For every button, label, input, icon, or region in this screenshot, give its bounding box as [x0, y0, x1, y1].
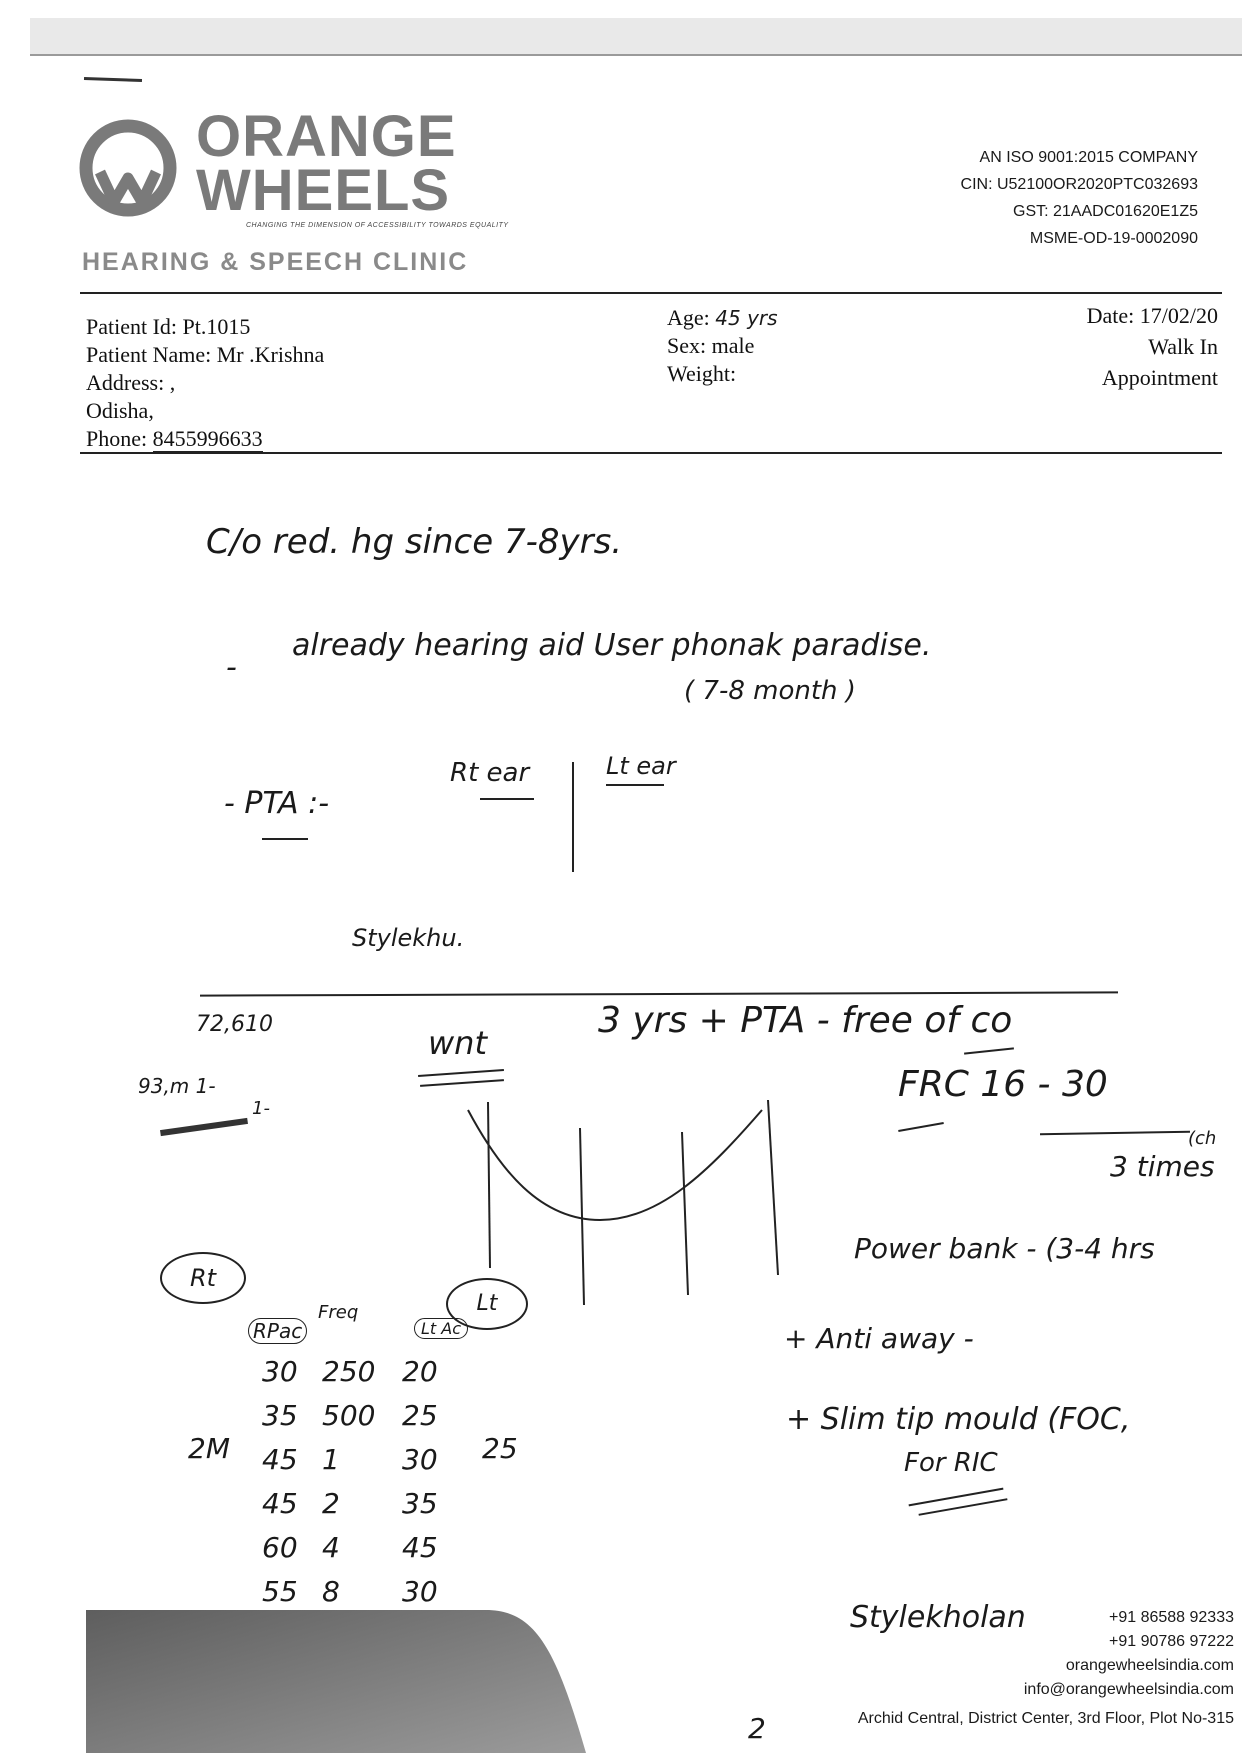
company-msme: MSME-OD-19-0002090: [1029, 230, 1198, 247]
patient-vitals: [667, 304, 778, 388]
patient-phone: [86, 425, 324, 453]
footer-swoosh: [86, 1610, 606, 1753]
lt-circle-label: Lt: [446, 1278, 528, 1330]
warranty-note: 3 yrs + PTA - free of co: [598, 1000, 1013, 1041]
freq-value: 8: [322, 1575, 340, 1608]
scribble-strike: [160, 1118, 248, 1136]
table-row: [262, 1570, 462, 1614]
free-underline: [964, 1047, 1014, 1054]
lt-value: 30: [402, 1575, 438, 1608]
company-info: [961, 144, 1198, 252]
table-row: [262, 1482, 462, 1526]
patient-address: Address: ,: [86, 370, 176, 395]
for-ric-note: For RIC: [904, 1448, 998, 1478]
patient-weight: Weight:: [667, 361, 737, 386]
patient-state: Odisha,: [86, 398, 154, 423]
scan-top-strip: [30, 18, 1242, 56]
freq-value: 250: [322, 1355, 376, 1388]
footer-email[interactable]: info@orangewheelsindia.com: [1023, 1681, 1234, 1698]
lt-value: 20: [402, 1355, 438, 1388]
age-value: 45 yrs: [715, 306, 778, 330]
pta-extra-value: 25: [482, 1432, 518, 1465]
lt-value: 45: [402, 1531, 438, 1564]
footer-phone-1: +91 86588 92333: [1108, 1609, 1234, 1626]
lt-value: 35: [402, 1487, 438, 1520]
wnt-underline-2: [420, 1079, 504, 1087]
phone-label: Phone:: [86, 426, 153, 451]
section-divider: [200, 991, 1118, 996]
lt-ear-header: Lt ear: [606, 752, 676, 780]
ch-note: (ch: [1188, 1128, 1217, 1149]
accessory-2: + Slim tip mould (FOC,: [786, 1402, 1131, 1437]
rt-circle-label: Rt: [160, 1252, 246, 1304]
mid-signature: Stylekhu.: [352, 924, 465, 952]
history-duration: ( 7-8 month ): [684, 676, 856, 706]
brand-name-line2: WHEELS: [196, 158, 451, 223]
company-iso: AN ISO 9001:2015 COMPANY: [979, 149, 1198, 166]
history-dash: -: [226, 650, 237, 685]
age-label: Age:: [667, 305, 710, 330]
wnt-underline-1: [418, 1069, 504, 1077]
frc-underline: [898, 1122, 944, 1132]
three-times-note: 3 times: [1110, 1150, 1215, 1183]
page-mark: 2: [748, 1712, 766, 1745]
note-number-1: 72,610: [196, 1012, 273, 1037]
footer-address: Archid Central, District Center, 3rd Floor, Plot No-315: [857, 1710, 1234, 1727]
lt-ear-underline: [606, 784, 664, 786]
phone-value: 8455996633: [152, 426, 263, 451]
rt-value: 55: [262, 1575, 298, 1608]
patient-sex: Sex: male: [667, 333, 755, 358]
freq-value: 1: [322, 1443, 340, 1476]
freq-value: 2: [322, 1487, 340, 1520]
freq-value: 500: [322, 1399, 376, 1432]
frc-line: [1040, 1131, 1190, 1136]
brand-tagline: CHANGING THE DIMENSION OF ACCESSIBILITY TOWARDS EQUALITY: [246, 222, 509, 229]
note-number-3: 1-: [252, 1098, 270, 1119]
patient-id: Patient Id: Pt.1015: [86, 314, 251, 339]
table-row: [262, 1438, 462, 1482]
pta-2m-note: 2M: [188, 1432, 230, 1465]
footer-phone-2: +91 90786 97222: [1108, 1633, 1234, 1650]
footer-signature: Stylekholan: [850, 1600, 1026, 1635]
footer-website[interactable]: orangewheelsindia.com: [1065, 1657, 1234, 1674]
rt-value: 30: [262, 1355, 298, 1388]
lt-ac-header: Lt Ac: [414, 1318, 468, 1339]
rt-value: 35: [262, 1399, 298, 1432]
company-cin: CIN: U52100OR2020PTC032693: [960, 176, 1198, 193]
lt-value: 25: [402, 1399, 438, 1432]
wnt-label: wnt: [428, 1024, 487, 1062]
pta-table: [262, 1350, 462, 1614]
visit-details: [1087, 300, 1218, 393]
for-ric-underline-1: [909, 1488, 1004, 1507]
scan-top-mark: [84, 77, 142, 82]
hearing-aid-history: already hearing aid User phonak paradise.: [292, 628, 932, 663]
brand-logo-icon: [78, 118, 178, 218]
freq-header: Freq: [318, 1302, 359, 1323]
rt-value: 45: [262, 1487, 298, 1520]
rt-value: 60: [262, 1531, 298, 1564]
visit-appointment: Appointment: [1101, 365, 1218, 390]
power-bank-note: Power bank - (3-4 hrs: [854, 1232, 1155, 1265]
rt-ear-underline: [480, 798, 534, 800]
patient-details: [86, 313, 324, 453]
chief-complaint: C/o red. hg since 7-8yrs.: [206, 522, 623, 562]
table-row: [262, 1394, 462, 1438]
patient-age: [667, 304, 778, 332]
company-gst: GST: 21AADC01620E1Z5: [1013, 203, 1198, 220]
ear-divider: [572, 762, 574, 872]
accessory-1: + Anti away -: [784, 1322, 974, 1355]
clinic-subtitle: HEARING & SPEECH CLINIC: [82, 248, 469, 276]
frc-range: FRC 16 - 30: [898, 1064, 1108, 1105]
freq-value: 4: [322, 1531, 340, 1564]
footer-contact: [1024, 1606, 1234, 1702]
header-rule-top: [80, 292, 1222, 294]
rp-ac-header: RPac: [248, 1318, 307, 1344]
rt-value: 45: [262, 1443, 298, 1476]
note-number-2: 93,m 1-: [138, 1074, 216, 1098]
table-row: [262, 1350, 462, 1394]
visit-type: Walk In: [1148, 334, 1218, 359]
pta-label-underline: [262, 838, 308, 840]
pta-label: - PTA :-: [224, 786, 330, 821]
visit-date: Date: 17/02/20: [1086, 303, 1218, 328]
rt-ear-header: Rt ear: [450, 758, 530, 788]
table-row: [262, 1526, 462, 1570]
lt-value: 30: [402, 1443, 438, 1476]
patient-name: Patient Name: Mr .Krishna: [86, 342, 325, 367]
brand-name-line1: ORANGE: [196, 104, 457, 169]
